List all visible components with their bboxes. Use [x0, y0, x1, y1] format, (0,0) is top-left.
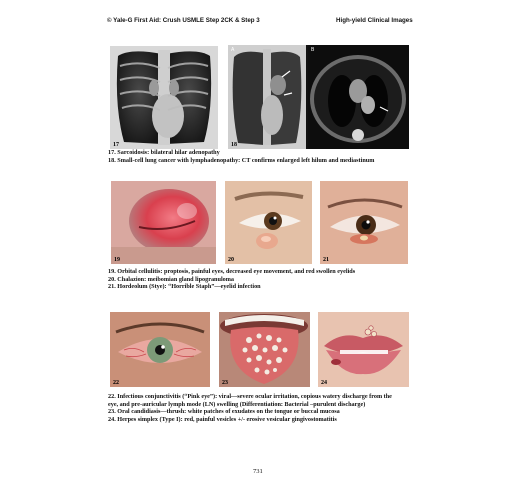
caption-19: 19. Orbital cellulitis: proptosis, painful eyes, decreased eye movement, and red swollen eyelids: [108, 268, 356, 275]
caption-18: 18. Small-cell lung cancer with lymphadenopathy: CT confirms enlarged left hilum and mediastinum: [108, 156, 375, 164]
caption-21: 21. Hordeolum (Stye): “Horrible Staph”—eyelid infection: [108, 283, 261, 291]
figure-17: [110, 46, 218, 149]
figure-19-number: 19: [114, 257, 120, 263]
red-eye-photo: [110, 312, 210, 387]
caption-20: 20. Chalazion: meibomian gland lipogranuloma: [108, 275, 235, 283]
figure-20: [225, 181, 312, 264]
caption-group-2: [108, 268, 355, 291]
swollen-eyelid-photo: [111, 181, 216, 264]
chest-xray-and-ct-image: [228, 45, 409, 149]
lip-vesicles-photo: [318, 312, 409, 387]
figure-21-number: 21: [323, 257, 329, 263]
page-header-right: High-yield Clinical Images: [336, 17, 413, 24]
figure-17-number: 17: [113, 142, 119, 148]
figure-18: [228, 45, 409, 149]
figure-21: [320, 181, 408, 264]
figure-22-number: 22: [113, 380, 119, 386]
page-header-left: © Yale-G First Aid: Crush USMLE Step 2CK & Step 3: [107, 17, 260, 24]
figure-19: [111, 181, 216, 264]
figure-18-panel-b-label: B: [311, 47, 315, 53]
eyelid-nodule-photo: [225, 181, 312, 264]
stye-eye-photo: [320, 181, 408, 264]
caption-group-3: [108, 393, 392, 423]
caption-22: 22. Infectious conjunctivitis (“Pink eye”): viral—severe ocular irritation, copious watery discharge from the: [108, 393, 392, 400]
coated-tongue-photo: [219, 312, 310, 387]
figure-18-panel-a-label: A: [231, 47, 235, 53]
chest-xray-image: [110, 46, 218, 149]
figure-23-number: 23: [222, 380, 228, 386]
figure-23: [219, 312, 310, 387]
figure-20-number: 20: [228, 257, 234, 263]
caption-group-1: [108, 149, 374, 164]
caption-24: 24. Herpes simplex (Type I): red, painful vesicles +/- erosive vesicular gingivostomatitis: [108, 415, 337, 423]
caption-22-continued: eye, and pre-auricular lymph mode (LN) swelling (Differentiation: Bacterial –purulent discharge): [108, 400, 366, 408]
caption-23: 23. Oral candidiasis—thrush: white patches of exudates on the tongue or buccal mucosa: [108, 408, 340, 416]
page-number: 731: [253, 468, 263, 475]
figure-24-number: 24: [321, 380, 327, 386]
figure-22: [110, 312, 210, 387]
figure-18-number: 18: [231, 142, 237, 148]
figure-24: [318, 312, 409, 387]
caption-17: 17. Sarcoidosis: bilateral hilar adenopathy: [108, 149, 220, 156]
